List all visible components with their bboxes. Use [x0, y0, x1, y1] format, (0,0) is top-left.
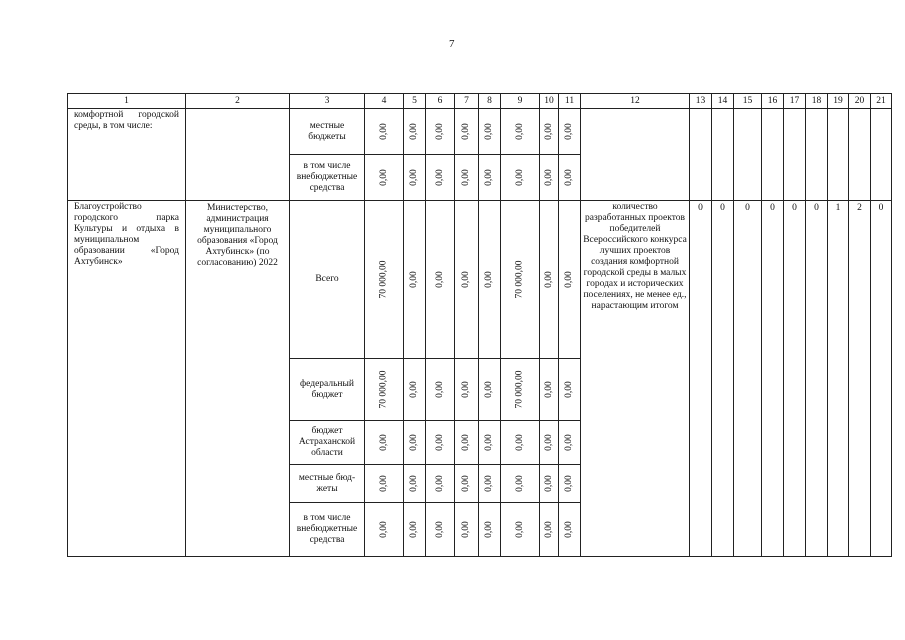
column-number: 17	[784, 94, 806, 109]
amount-cell: 0,00	[540, 421, 559, 465]
column-number: 13	[690, 94, 712, 109]
funding-source: федеральный бюджет	[290, 359, 365, 421]
column-number: 10	[540, 94, 559, 109]
amount-cell: 0,00	[559, 155, 581, 201]
indicator-value	[849, 109, 871, 201]
amount-cell: 0,00	[479, 465, 501, 503]
funding-source: Всего	[290, 201, 365, 359]
measure-name: Благоустройство городского парка Культуры и отдыха в муниципальном образовании «Город Ахтубинск»	[68, 201, 186, 557]
amount-cell: 0,00	[540, 201, 559, 359]
amount-cell: 0,00	[404, 421, 426, 465]
amount-cell: 0,00	[426, 359, 455, 421]
amount-cell: 0,00	[365, 421, 404, 465]
amount-cell: 0,00	[501, 155, 540, 201]
amount-cell: 0,00	[540, 503, 559, 557]
page-number: 7	[449, 38, 455, 50]
funding-source: в том числе внебюджетные средства	[290, 503, 365, 557]
amount-cell: 70 000,00	[365, 359, 404, 421]
amount-cell: 0,00	[455, 421, 479, 465]
amount-cell: 0,00	[501, 503, 540, 557]
amount-cell: 0,00	[426, 201, 455, 359]
amount-cell: 0,00	[559, 465, 581, 503]
indicator-value: 0	[784, 201, 806, 557]
amount-cell: 0,00	[479, 359, 501, 421]
indicator-value: 0	[712, 201, 734, 557]
column-number: 4	[365, 94, 404, 109]
amount-cell: 0,00	[479, 155, 501, 201]
amount-cell: 0,00	[455, 359, 479, 421]
amount-cell: 0,00	[540, 359, 559, 421]
indicator-text: количество разработанных проектов победителей Всероссийского конкурса лучших проектов создания комфортной городской среды в малых городах и исторических поселениях, не менее ед., нарастающим итогом	[581, 201, 690, 557]
indicator-value: 1	[828, 201, 849, 557]
amount-cell: 0,00	[426, 465, 455, 503]
program-table	[67, 93, 892, 557]
funding-source: бюджет Астраханской области	[290, 421, 365, 465]
amount-cell: 0,00	[455, 109, 479, 155]
amount-cell: 0,00	[540, 465, 559, 503]
amount-cell: 0,00	[455, 201, 479, 359]
column-number: 9	[501, 94, 540, 109]
amount-cell: 70 000,00	[501, 359, 540, 421]
indicator-value: 0	[806, 201, 828, 557]
column-number: 12	[581, 94, 690, 109]
indicator-value	[690, 109, 712, 201]
column-number: 11	[559, 94, 581, 109]
column-number: 3	[290, 94, 365, 109]
column-number: 1	[68, 94, 186, 109]
funding-source: местные бюд-жеты	[290, 465, 365, 503]
amount-cell: 0,00	[365, 465, 404, 503]
indicator-value	[806, 109, 828, 201]
column-number: 2	[186, 94, 290, 109]
amount-cell: 0,00	[501, 465, 540, 503]
indicator-value: 2	[849, 201, 871, 557]
amount-cell: 0,00	[501, 109, 540, 155]
column-number: 5	[404, 94, 426, 109]
amount-cell: 0,00	[455, 465, 479, 503]
amount-cell: 0,00	[404, 503, 426, 557]
amount-cell: 0,00	[559, 201, 581, 359]
indicator-value	[828, 109, 849, 201]
column-number: 8	[479, 94, 501, 109]
amount-cell: 0,00	[455, 155, 479, 201]
table-row	[68, 109, 892, 155]
amount-cell: 0,00	[404, 359, 426, 421]
amount-cell: 0,00	[365, 109, 404, 155]
column-number: 6	[426, 94, 455, 109]
indicator-value: 0	[762, 201, 784, 557]
amount-cell: 0,00	[365, 503, 404, 557]
amount-cell: 0,00	[540, 109, 559, 155]
measure-name: комфортной городской среды, в том числе:	[68, 109, 186, 201]
indicator-value	[762, 109, 784, 201]
amount-cell: 0,00	[426, 421, 455, 465]
amount-cell: 70 000,00	[501, 201, 540, 359]
column-number: 18	[806, 94, 828, 109]
amount-cell: 0,00	[479, 201, 501, 359]
table-row	[68, 201, 892, 359]
amount-cell: 0,00	[404, 201, 426, 359]
amount-cell: 0,00	[559, 503, 581, 557]
indicator-value: 0	[734, 201, 762, 557]
column-number: 16	[762, 94, 784, 109]
column-number: 7	[455, 94, 479, 109]
executor: Министерство, администрация муниципального образования «Город Ахтубинск» (по согласованию) 2022	[186, 201, 290, 557]
amount-cell: 70 000,00	[365, 201, 404, 359]
amount-cell: 0,00	[501, 421, 540, 465]
amount-cell: 0,00	[404, 155, 426, 201]
column-number: 19	[828, 94, 849, 109]
indicator-value	[871, 109, 892, 201]
amount-cell: 0,00	[365, 155, 404, 201]
amount-cell: 0,00	[479, 109, 501, 155]
amount-cell: 0,00	[455, 503, 479, 557]
indicator-cell	[581, 109, 690, 201]
amount-cell: 0,00	[559, 109, 581, 155]
indicator-value	[784, 109, 806, 201]
amount-cell: 0,00	[426, 155, 455, 201]
column-number: 15	[734, 94, 762, 109]
indicator-value	[734, 109, 762, 201]
amount-cell: 0,00	[479, 503, 501, 557]
amount-cell: 0,00	[559, 421, 581, 465]
amount-cell: 0,00	[426, 109, 455, 155]
indicator-value	[712, 109, 734, 201]
column-number: 20	[849, 94, 871, 109]
amount-cell: 0,00	[426, 503, 455, 557]
column-number: 14	[712, 94, 734, 109]
amount-cell: 0,00	[540, 155, 559, 201]
column-number-row	[68, 94, 892, 109]
funding-source: местные бюджеты	[290, 109, 365, 155]
amount-cell: 0,00	[404, 465, 426, 503]
amount-cell: 0,00	[559, 359, 581, 421]
funding-source: в том числе внебюджетные средства	[290, 155, 365, 201]
column-number: 21	[871, 94, 892, 109]
amount-cell: 0,00	[479, 421, 501, 465]
amount-cell: 0,00	[404, 109, 426, 155]
indicator-value: 0	[690, 201, 712, 557]
executor-cell	[186, 109, 290, 201]
indicator-value: 0	[871, 201, 892, 557]
